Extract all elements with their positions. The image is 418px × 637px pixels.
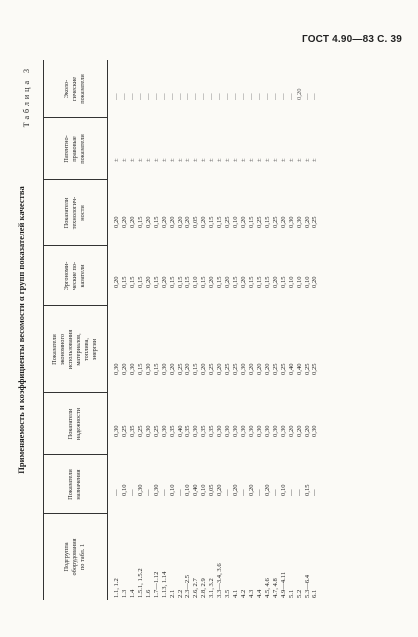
table-cell: ±: [303, 158, 311, 162]
table-cell: 0,15: [263, 276, 271, 288]
table-cell: 2.2: [176, 589, 184, 598]
table-cell: 0,20: [184, 363, 192, 375]
table-cell: 5.2: [295, 589, 303, 598]
table-cell: 0,30: [287, 216, 295, 228]
table-cell: 0,25: [224, 363, 232, 375]
table-cell: 0,20: [160, 216, 168, 228]
column-header-ecology: Эколо- гические показатели: [63, 74, 86, 104]
table-cell: 0,20: [247, 484, 255, 496]
table-cell: 0,20: [200, 216, 208, 228]
table-cell: 0,40: [192, 484, 200, 496]
table-cell: ±: [216, 158, 224, 162]
table-cell: ±: [208, 158, 216, 162]
table-cell: 0,30: [144, 363, 152, 375]
table-cell: —: [113, 489, 120, 496]
table-cell: 0,20: [200, 363, 208, 375]
table-cell: ±: [247, 158, 255, 162]
table-cell: 1.7—1.12: [152, 571, 160, 598]
table-cell: 0,20: [120, 363, 128, 375]
rotated-table-block: [17, 60, 407, 620]
table-cell: 0,20: [224, 276, 232, 288]
table-cell: 0,25: [271, 216, 279, 228]
table-cell: 0,15: [303, 484, 311, 496]
table-cell: 0,25: [176, 363, 184, 375]
table-cell: 0,30: [216, 425, 224, 437]
table-cell: —: [200, 93, 208, 100]
table-cell: 1.5.1, 1.5.2: [136, 568, 144, 598]
table-cell: 0,15: [279, 276, 287, 288]
table-cell: 0,20: [144, 276, 152, 288]
table-cell: ±: [279, 158, 287, 162]
table-cell: 0,20: [113, 276, 120, 288]
page-header: ГОСТ 4.90—83 С. 39: [301, 34, 402, 45]
table-cell: —: [128, 489, 136, 496]
table-cell: 0,25: [311, 363, 319, 375]
table-cell: 0,10: [232, 216, 240, 228]
table-cell: 0,25: [255, 216, 263, 228]
table-cell: 4.1: [232, 589, 240, 598]
table-cell: 0,15: [120, 276, 128, 288]
table-cell: 0,15: [200, 276, 208, 288]
table-cell: ±: [160, 158, 168, 162]
table-cell: 0,30: [311, 425, 319, 437]
table-cell: 1.13, 1.14: [160, 571, 168, 598]
table-cell: ±: [240, 158, 247, 162]
table-cell: 0,15: [263, 216, 271, 228]
table-cell: ±: [113, 158, 120, 162]
header-bottom-rule: [107, 60, 108, 600]
column-header-economy: Показатели экономного использования материалов, топлива, энергии: [51, 329, 98, 370]
table-cell: ±: [311, 158, 319, 162]
table-cell: 1.4: [128, 589, 136, 598]
table-cell: 0,20: [128, 216, 136, 228]
table-cell: 0,25: [120, 425, 128, 437]
table-cell: —: [255, 93, 263, 100]
table-cell: 0,10: [168, 484, 176, 496]
table-cell: 0,30: [136, 484, 144, 496]
table-cell: —: [184, 93, 192, 100]
table-cell: 0,25: [232, 363, 240, 375]
table-cell: 0,30: [232, 425, 240, 437]
column-values-patent: [113, 158, 319, 162]
table-cell: —: [247, 93, 255, 100]
table-cell: ±: [128, 158, 136, 162]
table-cell: 0,30: [160, 363, 168, 375]
table-cell: 0,20: [168, 363, 176, 375]
table-cell: —: [287, 93, 295, 100]
column-header-technology: Показатели технологич- ности: [63, 196, 86, 230]
table-cell: 0,20: [263, 363, 271, 375]
table-cell: ±: [184, 158, 192, 162]
table-cell: 0,20: [247, 363, 255, 375]
table-cell: 0,10: [184, 484, 192, 496]
table-cell: ±: [200, 158, 208, 162]
column-values-economy: [113, 363, 319, 375]
table-cell: 0,20: [113, 216, 120, 228]
table-cell: 0,35: [200, 425, 208, 437]
table-cell: ±: [255, 158, 263, 162]
table-cell: —: [152, 93, 160, 100]
table-cell: 0,15: [216, 216, 224, 228]
table-cell: —: [144, 93, 152, 100]
table-cell: 0,30: [279, 425, 287, 437]
table-cell: 2.8, 2.9: [200, 578, 208, 598]
table-cell: 0,15: [255, 276, 263, 288]
table-cell: —: [160, 93, 168, 100]
table-label: Таблица 3: [22, 66, 31, 128]
table-cell: 0,20: [232, 484, 240, 496]
table-cell: 0,15: [208, 216, 216, 228]
column-values-ergonomics: [113, 276, 319, 288]
table-cell: —: [128, 93, 136, 100]
table-cell: —: [168, 93, 176, 100]
table-cell: 0,30: [144, 425, 152, 437]
table-cell: —: [208, 93, 216, 100]
table-cell: 0,10: [120, 484, 128, 496]
table-cell: —: [144, 489, 152, 496]
table-cell: —: [240, 93, 247, 100]
table-cell: ±: [295, 158, 303, 162]
column-values-subgroup: [113, 563, 319, 598]
table-cell: —: [113, 93, 120, 100]
table-cell: 0,15: [136, 276, 144, 288]
table-cell: 4.4: [255, 589, 263, 598]
table-cell: 0,20: [263, 484, 271, 496]
table-cell: 0,05: [192, 216, 200, 228]
table-cell: —: [303, 93, 311, 100]
table-cell: 0,30: [255, 425, 263, 437]
table-cell: 3.5: [224, 589, 232, 598]
table-cell: 0,25: [311, 216, 319, 228]
table-cell: 0,30: [113, 363, 120, 375]
table-cell: 0,10: [287, 276, 295, 288]
table-cell: —: [287, 489, 295, 496]
table-cell: 0,15: [184, 276, 192, 288]
table-cell: —: [120, 93, 128, 100]
column-header-subgroup: Подгруппа оборудования по табл. 1: [63, 538, 86, 576]
table-cell: 0,20: [184, 216, 192, 228]
table-cell: —: [311, 489, 319, 496]
table-cell: 0,20: [287, 425, 295, 437]
table-cell: ±: [263, 158, 271, 162]
table-cell: 1.3: [120, 589, 128, 598]
table-cell: 0,25: [152, 425, 160, 437]
table-cell: 0,20: [271, 276, 279, 288]
table-cell: 0,25: [303, 363, 311, 375]
table-cell: 0,30: [113, 425, 120, 437]
table-cell: —: [295, 489, 303, 496]
table-cell: 0,20: [208, 276, 216, 288]
table-cell: 0,15: [247, 216, 255, 228]
table-cell: —: [224, 93, 232, 100]
table-cell: 0,10: [295, 276, 303, 288]
table-cell: 0,25: [224, 216, 232, 228]
table-cell: 0,15: [128, 276, 136, 288]
table-cell: —: [176, 93, 184, 100]
table-cell: 0,15: [168, 276, 176, 288]
table-cell: 0,20: [279, 216, 287, 228]
table-cell: 0,15: [216, 276, 224, 288]
table-cell: 0,20: [240, 216, 247, 228]
table-cell: 0,30: [152, 484, 160, 496]
table-cell: 0,15: [152, 276, 160, 288]
table-cell: 6.1: [311, 589, 319, 598]
table-cell: 0,15: [136, 363, 144, 375]
table-cell: 0,30: [240, 425, 247, 437]
table-cell: 0,30: [271, 425, 279, 437]
table-cell: ±: [168, 158, 176, 162]
table-cell: 0,30: [247, 425, 255, 437]
table-cell: ±: [136, 158, 144, 162]
column-values-purpose: [113, 484, 319, 496]
table-cell: 0,10: [192, 276, 200, 288]
table-cell: —: [224, 489, 232, 496]
table-cell: —: [136, 93, 144, 100]
table-cell: 0,30: [128, 363, 136, 375]
table-cell: —: [271, 93, 279, 100]
table-title: Применяемость и коэффициенты весомости α групп показателей качества: [16, 186, 26, 474]
table-cell: 0,30: [240, 363, 247, 375]
table-cell: 0,15: [232, 276, 240, 288]
table-cell: 4.7, 4.8: [271, 578, 279, 598]
table-cell: 0,30: [160, 425, 168, 437]
table-cell: 0,40: [287, 363, 295, 375]
table-cell: 0,25: [279, 363, 287, 375]
table-cell: ±: [192, 158, 200, 162]
table-cell: 2.3—2.5: [184, 574, 192, 598]
table-cell: 0,30: [295, 216, 303, 228]
table-cell: ±: [287, 158, 295, 162]
table-cell: 0,40: [176, 425, 184, 437]
table-cell: 4.5, 4.6: [263, 578, 271, 598]
table-cell: 0,20: [216, 363, 224, 375]
column-header-ergonomics: Эргономи- ческие по- казатели: [63, 261, 86, 291]
quality-table: [43, 60, 407, 600]
table-cell: 0,30: [224, 425, 232, 437]
table-cell: 5.3—6.4: [303, 574, 311, 598]
table-cell: 0,15: [192, 363, 200, 375]
table-cell: 2.1: [168, 589, 176, 598]
column-header-reliability: Показатели надежности: [67, 407, 82, 441]
table-cell: 0,15: [247, 276, 255, 288]
table-cell: 0,25: [136, 425, 144, 437]
column-values-ecology: [113, 88, 319, 100]
table-cell: ±: [176, 158, 184, 162]
table-cell: 1.1, 1.2: [113, 578, 120, 598]
table-cell: —: [176, 489, 184, 496]
table-cell: 0,15: [136, 216, 144, 228]
table-cell: 0,30: [263, 425, 271, 437]
table-cell: ±: [120, 158, 128, 162]
table-cell: 1.6: [144, 589, 152, 598]
table-cell: 0,10: [303, 276, 311, 288]
column-header-patent: Патентно- правовые показатели: [63, 134, 86, 164]
table-cell: 0,20: [303, 425, 311, 437]
table-cell: 3.1, 3.2: [208, 578, 216, 598]
table-cell: 0,05: [208, 484, 216, 496]
table-cell: 0,40: [295, 363, 303, 375]
table-cell: —: [160, 489, 168, 496]
table-cell: 0,30: [192, 425, 200, 437]
table-cell: 0,35: [128, 425, 136, 437]
table-cell: 0,35: [168, 425, 176, 437]
table-cell: —: [232, 93, 240, 100]
table-cell: 0,20: [120, 216, 128, 228]
table-cell: 0,20: [295, 88, 303, 100]
table-cell: 0,20: [303, 216, 311, 228]
table-cell: 0,20: [176, 216, 184, 228]
table-cell: 0,15: [176, 276, 184, 288]
table-cell: 0,20: [168, 216, 176, 228]
table-cell: —: [192, 93, 200, 100]
table-cell: —: [255, 489, 263, 496]
table-cell: 0,25: [271, 363, 279, 375]
table-cell: 4.9—4.11: [279, 571, 287, 598]
table-cell: 0,15: [152, 216, 160, 228]
table-cell: 0,25: [208, 363, 216, 375]
table-cell: —: [271, 489, 279, 496]
table-cell: —: [311, 93, 319, 100]
table-cell: ±: [232, 158, 240, 162]
table-cell: 0,20: [255, 363, 263, 375]
table-cell: 0,10: [200, 484, 208, 496]
table-cell: 0,20: [295, 425, 303, 437]
table-cell: 0,20: [311, 276, 319, 288]
table-cell: —: [263, 93, 271, 100]
table-cell: 3.3—3.4, 3.6: [216, 563, 224, 598]
table-cell: 0,35: [184, 425, 192, 437]
column-header-purpose: Показатели назначения: [67, 469, 82, 500]
table-cell: 0,20: [240, 276, 247, 288]
table-cell: 0,20: [144, 216, 152, 228]
table-cell: 0,20: [160, 276, 168, 288]
table-cell: ±: [271, 158, 279, 162]
table-cell: 0,35: [208, 425, 216, 437]
table-cell: ±: [224, 158, 232, 162]
table-cell: —: [279, 93, 287, 100]
table-cell: ±: [152, 158, 160, 162]
table-cell: 5.1: [287, 589, 295, 598]
table-top-rule: [43, 60, 44, 600]
table-cell: 0,15: [152, 363, 160, 375]
table-cell: 2.6, 2.7: [192, 578, 200, 598]
table-cell: —: [216, 93, 224, 100]
table-cell: 4.2: [240, 589, 247, 598]
table-cell: 4.3: [247, 589, 255, 598]
column-values-reliability: [113, 425, 319, 437]
table-cell: 0,10: [279, 484, 287, 496]
table-cell: 0,20: [216, 484, 224, 496]
table-cell: —: [240, 489, 247, 496]
column-values-technology: [113, 216, 319, 228]
table-cell: ±: [144, 158, 152, 162]
